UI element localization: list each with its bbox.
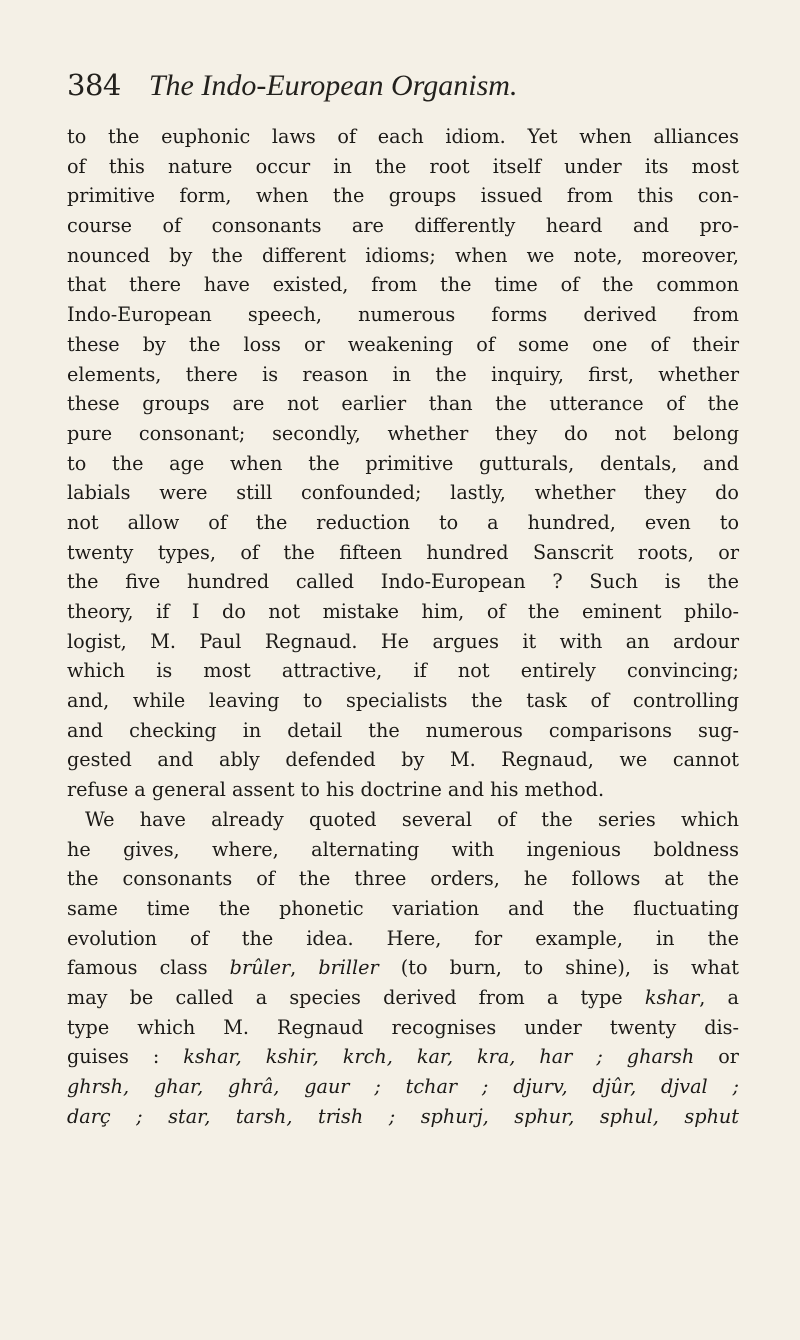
text-line: twenty types, of the fifteen hundred Sanscrit roots, or [67,540,739,564]
text-line: labials were still confounded; lastly, whether they do [67,481,739,505]
italic-term: ghrsh, ghar, ghrâ, gaur ; tchar ; djurv, djûr, djval ; [67,1075,739,1098]
italic-term: kshar, kshir, krch, kar, kra, har ; gharsh [183,1045,695,1069]
text-line: to the euphonic laws of each idiom. Yet when alliances [67,125,739,148]
text-line: course of consonants are differently heard and pro- [67,214,739,238]
text-line: pure consonant; secondly, whether they do not belong [67,421,739,445]
body-text [67,122,739,1131]
text-segment: may be called a species derived from a type [67,985,645,1009]
running-title: The Indo-European Organism. [148,69,518,102]
text-line: elements, there is reason in the inquiry, first, whether [67,362,739,386]
italic-term: briller [318,956,379,980]
text-line: gested and ably defended by M. Regnaud, we cannot [67,748,739,772]
text-line: the five hundred called Indo-European ? Such is the [67,570,739,594]
text-segment: famous class [67,956,230,980]
text-line: to the age when the primitive gutturals, dentals, and [67,451,739,475]
text-line: which is most attractive, if not entirely convincing; [67,659,739,683]
text-segment: , a [699,985,739,1009]
italic-term: darç ; star, tarsh, trish ; sphurj, sphur, sphul, sphut [67,1104,739,1128]
text-line [67,1072,739,1102]
text-line: Indo-European speech, numerous forms derived from [67,303,739,327]
text-segment: , [290,956,319,980]
text-line: these by the loss or weakening of some one of their [67,332,739,356]
text-line: these groups are not earlier than the utterance of the [67,392,739,416]
text-line: same time the phonetic variation and the fluctuating [67,896,739,920]
text-line: the consonants of the three orders, he follows at the [67,867,739,891]
text-line [67,983,739,1013]
text-line: primitive form, when the groups issued from this con- [67,184,739,208]
text-line: refuse a general assent to his doctrine and his method. [67,778,605,802]
text-line: he gives, where, alternating with ingenious boldness [67,837,739,861]
page-number: 384 [67,68,121,102]
text-line: theory, if I do not mistake him, of the eminent philo- [67,600,739,623]
text-line: We have already quoted several of the series which [85,807,739,831]
italic-term: kshar [644,985,700,1009]
text-line: nounced by the different idioms; when we note, moreover, [67,243,739,267]
text-line: of this nature occur in the root itself under its most [67,154,739,178]
text-segment: (to burn, to shine), is what [378,956,739,980]
text-segment: guises : [67,1045,184,1069]
text-segment: or [694,1045,739,1069]
italic-term: brûler [229,956,291,980]
text-line: and, while leaving to specialists the task of controlling [67,689,739,713]
text-line: that there have existed, from the time of the common [67,273,739,297]
text-line [67,953,739,983]
text-line: not allow of the reduction to a hundred, even to [67,510,739,534]
text-line: type which M. Regnaud recognises under twenty dis- [67,1015,739,1039]
running-head [67,68,737,108]
text-line [67,1102,739,1132]
text-line: logist, M. Paul Regnaud. He argues it with an ardour [67,629,739,653]
text-line [67,1042,739,1072]
text-line: and checking in detail the numerous comparisons sug- [67,718,739,742]
text-line: evolution of the idea. Here, for example, in the [67,926,739,950]
